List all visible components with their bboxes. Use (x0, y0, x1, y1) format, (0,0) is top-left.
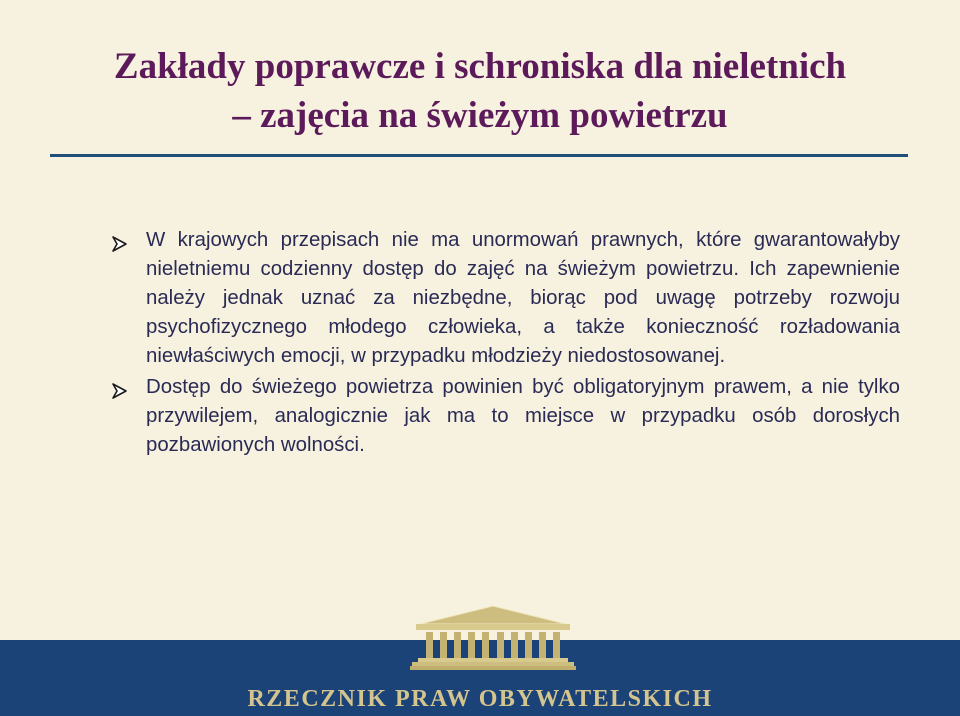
building-columns-logo-icon (410, 604, 576, 670)
bullet-item (108, 226, 900, 371)
arrow-bullet-icon (110, 382, 128, 400)
slide-title-line-2: – zajęcia na świeżym powietrzu (232, 95, 728, 136)
slide-title (0, 42, 960, 140)
bullet-list (108, 226, 900, 462)
bullet-text: Dostęp do świeżego powietrza powinien być obligatoryjnym prawem, a nie tylko przywilejem, analogicznie jak ma to miejsce w przypadku osób dorosłych pozbawionych wolności. (146, 376, 900, 456)
arrow-bullet-icon (110, 235, 128, 253)
slide-title-line-1: Zakłady poprawcze i schroniska dla nieletnich (113, 46, 847, 87)
footer-organization-name: RZECZNIK PRAW OBYWATELSKICH (247, 686, 713, 712)
bullet-item (108, 373, 900, 460)
title-divider (50, 154, 908, 157)
bullet-text: W krajowych przepisach nie ma unormowań prawnych, które gwarantowałyby nieletniemu codzienny dostęp do zajęć na świeżym powietrzu. Ich zapewnienie należy jednak uznać za niezbędne, biorąc pod uwagę potrzeby rozwoju psychofizycznego młodego człowieka, a także konieczność rozładowania niewłaściwych emocji, w przypadku młodzieży niedostosowanej. (146, 229, 900, 367)
